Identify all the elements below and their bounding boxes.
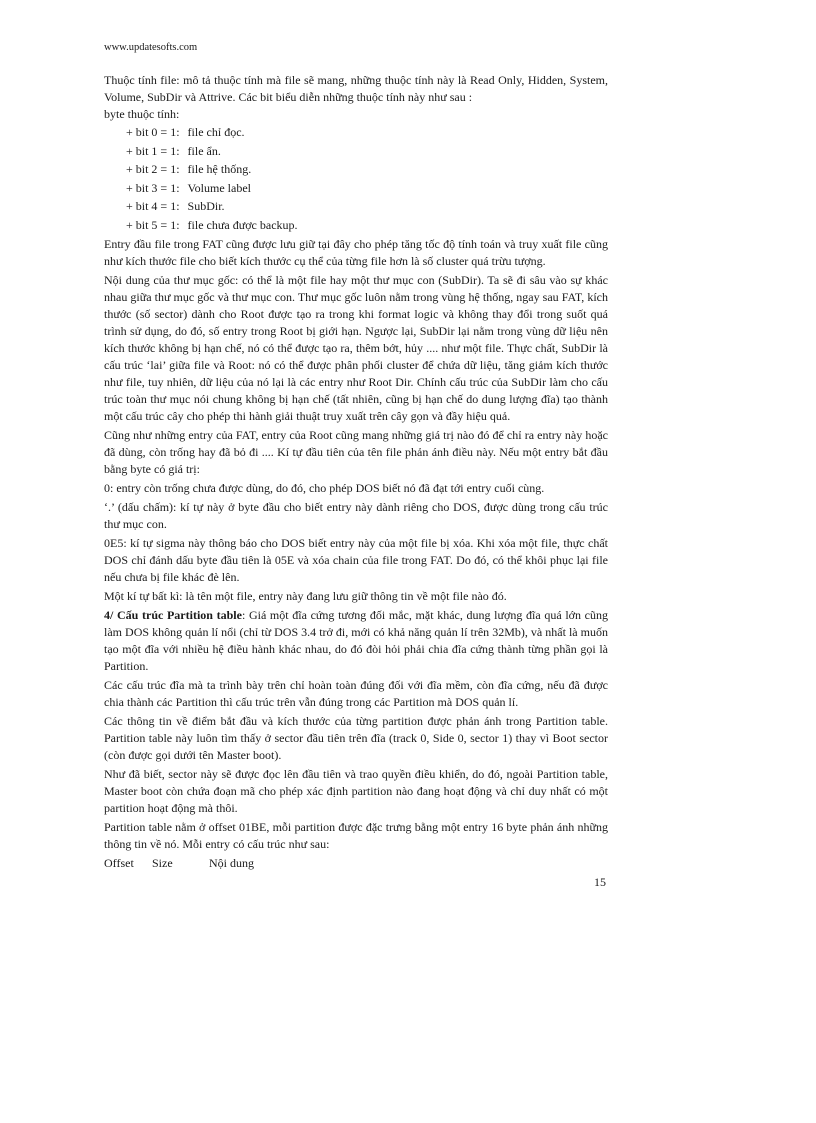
column-header-size: Size (152, 856, 173, 870)
bit-value: file ẩn. (187, 143, 221, 158)
section-intro-text: : Giá một đĩa cứng tương đối mắc, mặt khác, dung lượng đĩa quá lớn cũng làm DOS không quản lí nổi (chỉ từ DOS 3.4 trở đi, mới có khả năng quản lí trên 32Mb), và nhất là muốn tạo một đĩa với nhiều hệ điều hành khác nhau, do đó đòi hỏi phải chia đĩa cứng thành từng phần gọi là Partition. (104, 608, 608, 673)
paragraph-entry-fat: Entry đầu file trong FAT cũng được lưu giữ tại đây cho phép tăng tốc độ tính toán và truy xuất file cũng như kích thước file cho biết kích thước cụ thể của từng file hơn là số cluster quá trừu tượng. (104, 237, 608, 268)
paragraph-attribute-byte: byte thuộc tính: (104, 107, 180, 121)
paragraph-sigma-entry: 0E5: kí tự sigma này thông báo cho DOS biết entry này của một file bị xóa. Khi xóa một file, thực chất DOS chỉ đánh dấu byte đầu tiên là 05E và xóa chain của file trong FAT. Do đó, có thể khôi phục lại file nếu chưa bị file khác đè lên. (104, 536, 608, 584)
attribute-bit-list (104, 123, 608, 234)
bit-value: file chỉ đọc. (187, 125, 245, 139)
list-item (104, 123, 608, 142)
bit-value: Volume label (187, 180, 251, 195)
list-item (104, 160, 608, 179)
paragraph-partition-info: Các thông tin về điểm bắt đầu và kích thước của từng partition được phản ánh trong Partition table. Partition table này luôn tìm thấy ở sector đầu tiên trên đĩa (track 0, Side 0, sector 1) thay vì Boot sector (còn được gọi dưới tên Master boot). (104, 714, 608, 762)
paragraph-partition-offset: Partition table nằm ở offset 01BE, mỗi partition được đặc trưng bằng một entry 16 byte phản ánh những thông tin về nó. Mỗi entry có cấu trúc như sau: (104, 820, 608, 851)
paragraph-zero-entry: 0: entry còn trống chưa được dùng, do đó, cho phép DOS biết nó đã đạt tới entry cuối cùng. (104, 481, 545, 495)
bit-value: SubDir. (187, 199, 225, 213)
bit-value: file chưa được backup. (187, 217, 298, 232)
list-item (104, 216, 608, 235)
bit-label: + bit 0 = 1: (126, 125, 180, 139)
paragraph-dot-entry: ‘.’ (dấu chấm): kí tự này ở byte đầu cho biết entry này dành riêng cho DOS, được dùng trong cấu trúc thư mục con. (104, 500, 608, 531)
paragraph-file-attributes: Thuộc tính file: mô tả thuộc tính mà file sẽ mang, những thuộc tính này là Read Only, Hidden, System, Volume, SubDir và Attrive. Các bit biểu diễn những thuộc tính này như sau : (104, 73, 608, 104)
list-item (104, 179, 608, 198)
bit-label: + bit 4 = 1: (126, 199, 180, 213)
column-header-offset: Offset (104, 856, 134, 870)
paragraph-master-boot: Như đã biết, sector này sẽ được đọc lên đầu tiên và trao quyền điều khiển, do đó, ngoài Partition table, Master boot còn chứa đoạn mã cho phép xác định partition nào đang hoạt động và chỉ duy nhất có một partition hoạt động mà thôi. (104, 767, 608, 815)
page-content (104, 72, 608, 872)
bit-label: + bit 5 = 1: (126, 217, 180, 232)
paragraph-any-char: Một kí tự bất kì: là tên một file, entry này đang lưu giữ thông tin về một file nào đó. (104, 589, 507, 603)
section-heading: 4/ Cấu trúc Partition table (104, 608, 242, 622)
paragraph-root-content: Nội dung của thư mục gốc: có thể là một file hay một thư mục con (SubDir). Ta sẽ đi sâu vào sự khác nhau giữa thư mục gốc và thư mục con. Thư mục gốc luôn nằm trong vùng hệ thống, ngay sau FAT, kích thước (số sector) dành cho Root được tạo ra trong khi format logic và không thay đổi trong suốt quá trình sử dụng, do đó, số entry trong Root bị giới hạn. Ngược lại, SubDir lại nằm trong vùng dữ liệu nên kích thước không bị hạn chế, nó có thể được tạo ra, thêm bớt, hủy .... như một file. Thực chất, SubDir là cấu trúc ‘lai’ giữa file và Root: nó có thể được phân phối cluster để chứa dữ liệu, tăng giảm kích thước như file, tuy nhiên, dữ liệu của nó lại là các entry như Root Dir. Chính cấu trúc của SubDir làm cho cấu trúc toàn thư mục nói chung không bị hạn chế (tất nhiên, cũng bị hạn chế do dung lượng đĩa) tạo thành một cấu trúc cây cho phép thi hành giải thuật truy xuất trên cây gọn và đầy hiệu quả. (104, 273, 608, 423)
bit-label: + bit 1 = 1: (126, 143, 180, 158)
paragraph-partition-intro (104, 607, 608, 675)
column-header-content: Nội dung (209, 856, 254, 870)
page-number: 15 (594, 875, 606, 889)
table-header (104, 855, 608, 872)
bit-label: + bit 3 = 1: (126, 180, 180, 195)
bit-label: + bit 2 = 1: (126, 162, 180, 176)
bit-value: file hệ thống. (187, 162, 252, 176)
list-item (104, 197, 608, 216)
list-item (104, 142, 608, 161)
paragraph-disk-structure: Các cấu trúc đĩa mà ta trình bày trên chỉ hoàn toàn đúng đối với đĩa mềm, còn đĩa cứng, nếu đã được chia thành các Partition thì cấu trúc trên vẫn đúng trong các Partition mà DOS quản lí. (104, 678, 608, 709)
page-header-url: www.updatesofts.com (104, 42, 198, 53)
paragraph-root-entry: Cũng như những entry của FAT, entry của Root cũng mang những giá trị nào đó để chỉ ra entry này hoặc đã dùng, còn trống hay đã bỏ đi .... Kí tự đầu tiên của tên file phản ánh điều này. Nếu một entry bắt đầu bằng byte có giá trị: (104, 428, 608, 476)
